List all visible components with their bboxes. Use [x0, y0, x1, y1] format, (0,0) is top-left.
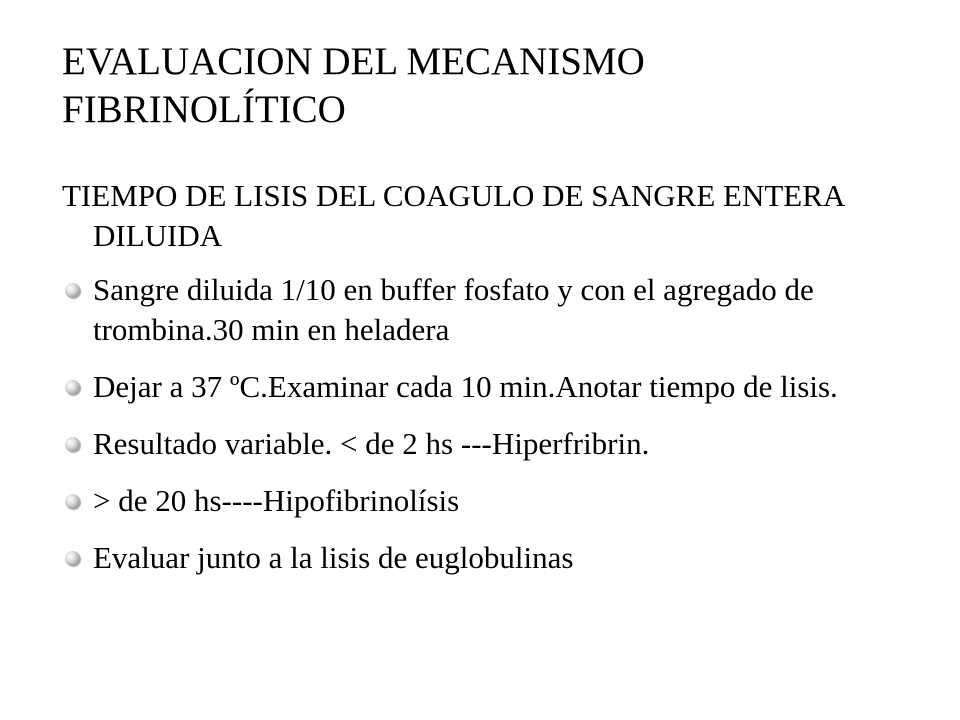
bullet-list [62, 270, 882, 578]
list-item-text: Dejar a 37 ºC.Examinar cada 10 min.Anotar tiempo de lisis. [93, 369, 838, 404]
sphere-bullet-icon [65, 437, 80, 452]
list-item [62, 481, 882, 521]
slide-title [62, 38, 902, 134]
slide-title-line-1: EVALUACION DEL MECANISMO [62, 40, 645, 83]
sphere-bullet-icon [65, 494, 80, 509]
section-heading: TIEMPO DE LISIS DEL COAGULO DE SANGRE ENTERA DILUIDA [62, 178, 844, 253]
list-item [62, 538, 882, 578]
list-item-text: Sangre diluida 1/10 en buffer fosfato y con el agregado de trombina.30 min en heladera [93, 272, 814, 347]
list-item [62, 270, 882, 350]
sphere-bullet-icon [65, 283, 80, 298]
sphere-bullet-icon [65, 380, 80, 395]
list-item [62, 367, 882, 407]
slide-title-line-2: FIBRINOLÍTICO [62, 88, 346, 131]
slide-body [62, 176, 882, 595]
list-item [62, 424, 882, 464]
list-item-text: Evaluar junto a la lisis de euglobulinas [93, 540, 574, 575]
list-item-text: Resultado variable. < de 2 hs ---Hiperfribrin. [93, 426, 650, 461]
list-item-text: > de 20 hs----Hipofibrinolísis [93, 483, 460, 518]
sphere-bullet-icon [65, 551, 80, 566]
